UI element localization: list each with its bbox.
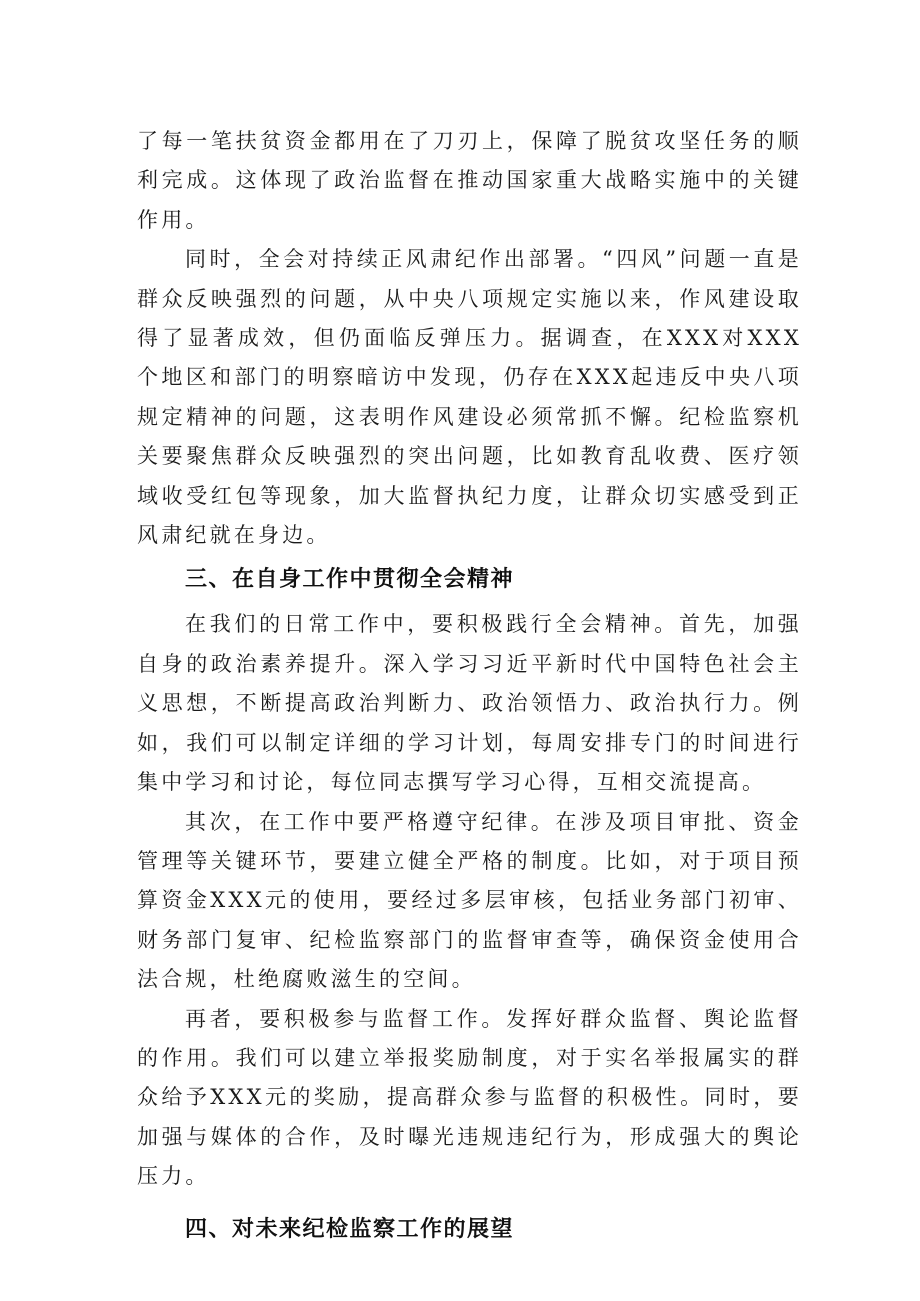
paragraph-style-discipline: 同时，全会对持续正风肃纪作出部署。“四风”问题一直是群众反映强烈的问题，从中央八项规定实施以来，作风建设取得了显著成效，但仍面临反弹压力。据调查，在XXX对XXX个地区和部门的明察暗访中发现，仍存在XXX起违反中央八项规定精神的问题，这表明作风建设必须常抓不懈。纪检监察机关要聚焦群众反映强烈的突出问题，比如教育乱收费、医疗领域收受红包等现象，加大监督执纪力度，让群众切实感受到正风肃纪就在身边。 <box>137 247 802 548</box>
paragraph-continuation: 了每一笔扶贫资金都用在了刀刃上，保障了脱贫攻坚任务的顺利完成。这体现了政治监督在推动国家重大战略实施中的关键作用。 <box>137 129 802 232</box>
section-heading-four: 四、对未来纪检监察工作的展望 <box>185 1216 515 1242</box>
document-body <box>137 122 802 1255</box>
paragraph-supervision: 再者，要积极参与监督工作。发挥好群众监督、舆论监督的作用。我们可以建立举报奖励制度，对于实名举报属实的群众给予XXX元的奖励，提高群众参与监督的积极性。同时，要加强与媒体的合作，及时曝光违规违纪行为，形成强大的舆论压力。 <box>137 1006 802 1189</box>
section-heading-three: 三、在自身工作中贯彻全会精神 <box>185 567 515 593</box>
paragraph-daily-work: 在我们的日常工作中，要积极践行全会精神。首先，加强自身的政治素养提升。深入学习习近平新时代中国特色社会主义思想，不断提高政治判断力、政治领悟力、政治执行力。例如，我们可以制定详细的学习计划，每周安排专门的时间进行集中学习和讨论，每位同志撰写学习心得，互相交流提高。 <box>137 612 802 795</box>
paragraph-discipline-rules: 其次，在工作中要严格遵守纪律。在涉及项目审批、资金管理等关键环节，要建立健全严格的制度。比如，对于项目预算资金XXX元的使用，要经过多层审核，包括业务部门初审、财务部门复审、纪检监察部门的监督审查等，确保资金使用合法合规，杜绝腐败滋生的空间。 <box>137 809 802 992</box>
